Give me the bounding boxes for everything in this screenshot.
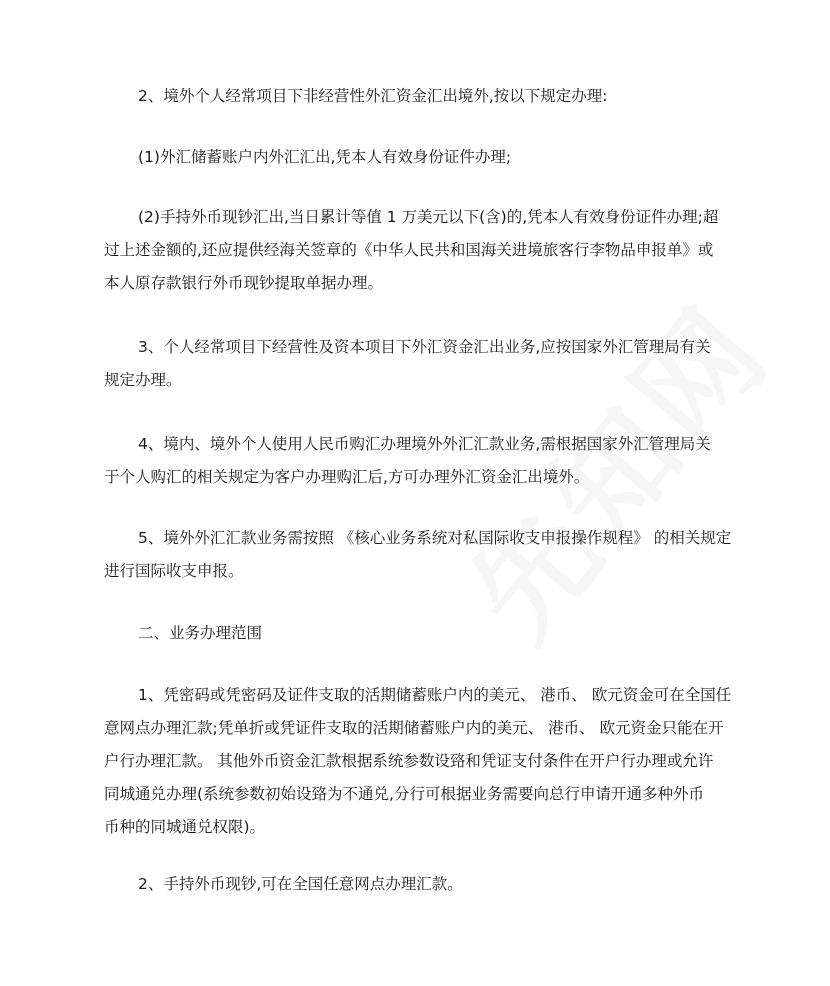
paragraph-line: 过上述金额的,还应提供经海关签章的《中华人民共和国海关进境旅客行李物品申报单》或 — [104, 241, 714, 259]
paragraph-line: 2、境外个人经常项目下非经营性外汇资金汇出境外,按以下规定办理: — [138, 87, 608, 105]
paragraph-line: 4、境内、境外个人使用人民币购汇办理境外外汇汇款业务,需根据国家外汇管理局关 — [138, 435, 711, 453]
paragraph-line: 进行国际收支申报。 — [104, 562, 244, 580]
paragraph-line: 同城通兑办理(系统参数初始设臵为不通兑,分行可根据业务需要向总行申请开通多种外币 — [104, 785, 704, 803]
paragraph-1 — [104, 80, 728, 113]
paragraph-line: 二、业务办理范围 — [138, 624, 263, 642]
paragraph-line: 规定办理。 — [104, 371, 182, 389]
paragraph-line: 户行办理汇款。 其他外币资金汇款根据系统参数设臵和凭证支付条件在开户行办理或允许 — [104, 752, 714, 770]
paragraph-9 — [104, 868, 728, 901]
paragraph-line: 3、个人经常项目下经营性及资本项目下外汇资金汇出业务,应按国家外汇管理局有关 — [138, 338, 711, 356]
paragraph-line: 本人原存款银行外币现钞提取单据办理。 — [104, 274, 384, 292]
paragraph-6 — [104, 522, 732, 588]
paragraph-line: 5、境外外汇汇款业务需按照 《核心业务系统对私国际收支申报操作规程》 的相关规定 — [138, 529, 732, 547]
paragraph-3 — [104, 201, 728, 300]
paragraph-line: 1、凭密码或凭密码及证件支取的活期储蓄账户内的美元、 港币、 欧元资金可在全国任 — [138, 686, 732, 704]
paragraph-8 — [104, 679, 732, 844]
paragraph-5 — [104, 428, 728, 494]
paragraph-line: (1)外汇储蓄账户内外汇汇出,凭本人有效身份证件办理; — [138, 148, 512, 166]
paragraph-2 — [104, 141, 728, 174]
paragraph-line: 意网点办理汇款;凭单折或凭证件支取的活期储蓄账户内的美元、 港币、 欧元资金只能在开 — [104, 719, 724, 737]
paragraph-line: 币种的同城通兑权限)。 — [104, 818, 266, 836]
paragraph-line: 2、手持外币现钞,可在全国任意网点办理汇款。 — [138, 875, 463, 893]
paragraph-line: (2)手持外币现钞汇出,当日累计等值 1 万美元以下(含)的,凭本人有效身份证件办理;超 — [138, 208, 719, 226]
paragraph-4 — [104, 331, 728, 397]
section-heading — [104, 617, 728, 650]
paragraph-line: 于个人购汇的相关规定为客户办理购汇后,方可办理外汇资金汇出境外。 — [104, 468, 590, 486]
